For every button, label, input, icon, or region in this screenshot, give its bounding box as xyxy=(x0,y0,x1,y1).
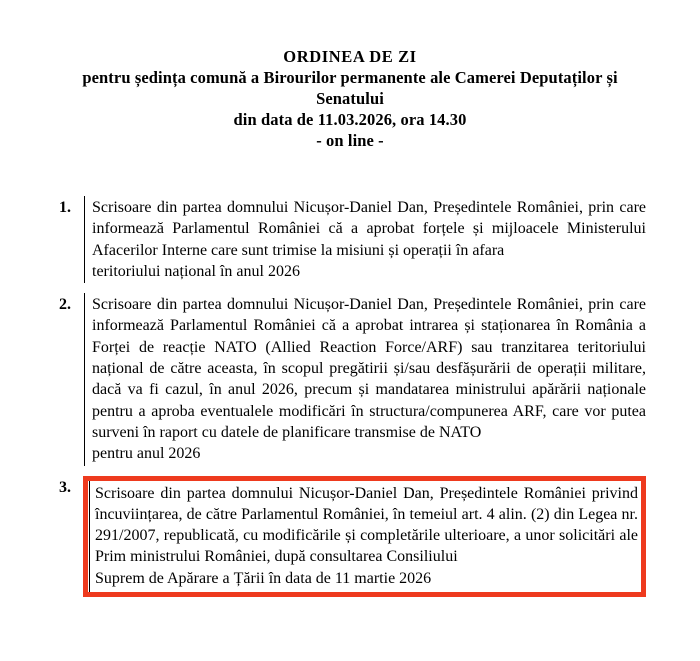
agenda-item-last-line: Suprem de Apărare a Țării în data de 11 martie 2026 xyxy=(95,569,432,587)
agenda-item-number: 2. xyxy=(59,296,71,314)
agenda-item-paragraph: Scrisoare din partea domnului Nicușor-Daniel Dan, Președintele României, prin care informează Parlamentul României că a aprobat intrarea și staționarea în România a Forței de reacție NATO (Allied Reaction Force/ARF) sau tranzitarea teritoriului național de către aceasta, în scopul pregătirii și/sau desfășurării de operații militare, dacă va fi cazul, în anul 2026, precum și mandatarea ministrului apărării naționale pentru a aproba eventualele modificări în structura/compunerea ARF, care vor putea surveni în raport cu datele de planificare transmise de NATO xyxy=(92,296,646,441)
heading-line-title: ORDINEA DE ZI xyxy=(283,47,417,66)
agenda-list xyxy=(56,196,646,597)
agenda-item-last-line: teritoriului național în anul 2026 xyxy=(92,262,300,280)
agenda-item-text xyxy=(92,196,646,283)
agenda-item-number: 3. xyxy=(59,478,71,496)
heading-line-subject-cont: Senatului xyxy=(316,89,384,108)
agenda-item-text xyxy=(92,482,638,590)
heading-line-subject: pentru ședința comună a Birourilor permanente ale Camerei Deputaților și xyxy=(82,68,618,87)
agenda-item-body xyxy=(84,293,646,465)
agenda-item-3 xyxy=(56,476,646,597)
agenda-item-paragraph: Scrisoare din partea domnului Nicușor-Daniel Dan, Președintele României, prin care informează Parlamentul României că a aprobat forțele și mijloacele Ministerului Afacerilor Interne care sunt trimise la misiuni și operații în afara xyxy=(92,199,646,259)
document-heading xyxy=(60,46,640,151)
agenda-item-1 xyxy=(56,196,646,283)
heading-line-date: din data de 11.03.2026, ora 14.30 xyxy=(233,110,467,129)
agenda-item-number: 1. xyxy=(59,199,71,216)
agenda-item-body xyxy=(84,196,646,283)
agenda-item-body-highlight-box xyxy=(83,476,646,597)
agenda-item-2 xyxy=(56,293,646,465)
agenda-item-text xyxy=(92,293,646,465)
agenda-item-paragraph: Scrisoare din partea domnului Nicușor-Daniel Dan, Președintele României privind încuviințarea, de către Parlamentul României, în temeiul art. 4 alin. (2) din Legea nr. 291/2007, republicată, cu modificările și completările ulterioare, a unor solicitări ale Prim ministrului României, după consultarea Consiliului xyxy=(95,484,638,566)
agenda-item-last-line: pentru anul 2026 xyxy=(92,445,201,463)
heading-line-mode: - on line - xyxy=(316,131,384,150)
